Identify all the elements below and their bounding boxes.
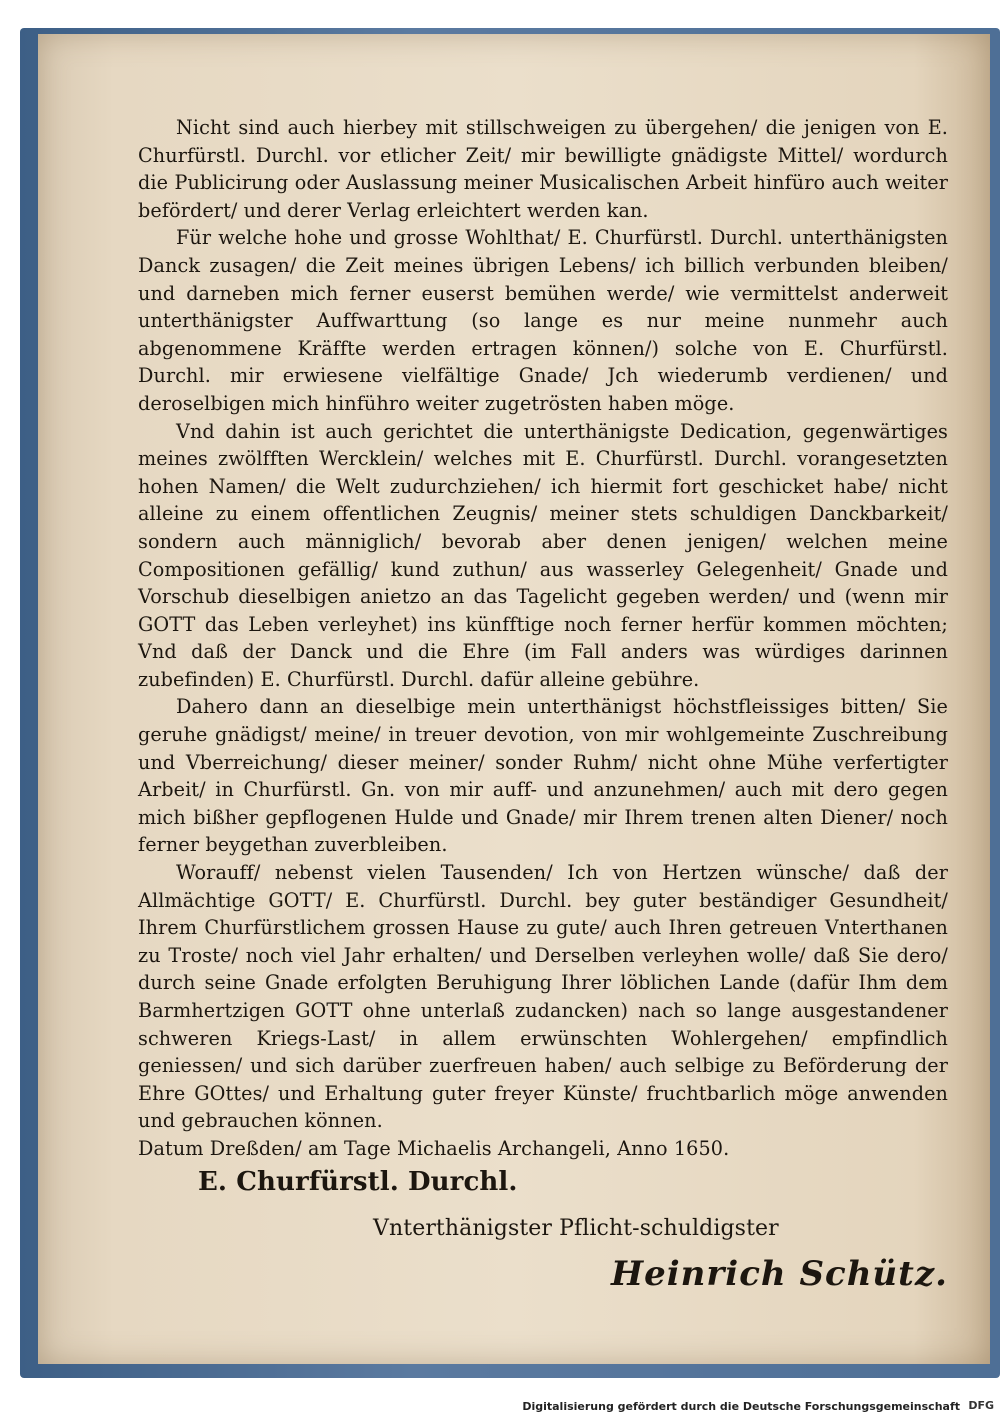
page-leaf — [38, 34, 990, 1364]
date-line: Datum Dreßden/ am Tage Michaelis Archangeli, Anno 1650. — [138, 1136, 730, 1160]
paragraph-1: Nicht sind auch hierbey mit stillschweigen zu übergehen/ die jenigen von E. Churfürstl. Durchl. vor etlicher Zeit/ mir bewilligte gnädigste Mittel/ wordurch die Publicirung oder Auslassung meiner Musicalischen Arbeit hinfüro auch weiter befördert/ und derer Verlag erleichtert werden kan. — [138, 116, 948, 222]
paragraph-3: Vnd dahin ist auch gerichtet die unterthänigste Dedication, gegenwärtiges meines zwölfften Wercklein/ welches mit E. Churfürstl. Durchl. vorangesetzten hohen Namen/ die Welt zudurchziehen/ ich hiermit fort geschicket habe/ nicht alleine zu einem offentlichen Zeugnis/ meiner stets schuldigen Danckbarkeit/ sondern auch männiglich/ bevorab aber denen jenigen/ welchen meine Compositionen gefällig/ kund zuthun/ aus wasserley Gelegenheit/ Gnade und Vorschub dieselbigen anietzo an das Tagelicht gegeben werden/ und (wenn mir GOTT das Leben verleyhet) ins künfftige noch ferner herfür kommen möchten; Vnd daß der Danck und die Ehre (im Fall anders was würdiges darinnen zubefinden) E. Churfürstl. Durchl. dafür alleine gebühre. — [138, 419, 948, 691]
paragraph-5: Worauff/ nebenst vielen Tausenden/ Ich von Hertzen wünsche/ daß der Allmächtige GOTT/ E. Churfürstl. Durchl. bey guter beständiger Gesundheit/ Ihrem Churfürstlichem grossen Hause zu gute/ auch Ihren getreuen Vnterthanen zu Troste/ noch viel Jahr erhalten/ und Derselben verleyhen wolle/ daß Sie dero/ durch seine Gnade erfolgten Beruhigung Ihrer löblichen Lande (dafür Ihm dem Barmhertzigen GOTT ohne unterlaß zudancken) nach so lange ausgestandener schweren Kriegs-Last/ in allem erwünschten Wohlergehen/ empfindlich geniessen/ und sich darüber zuerfreuen haben/ auch selbige zu Beförderung der Ehre GOttes/ und Erhaltung guter freyer Künste/ fruchtbarlich möge anwenden und gebrauchen können. — [138, 861, 948, 1133]
subscription-line: Vnterthänigster Pflicht-schuldigster — [373, 1215, 779, 1241]
salutation: E. Churfürstl. Durchl. — [198, 1166, 518, 1197]
paragraph-4: Dahero dann an dieselbige mein unterthänigst höchstfleissiges bitten/ Sie geruhe gnädigst/ meine/ in treuer devotion, von mir wohlgemeinte Zuschreibung und Vberreichung/ dieser meiner/ sonder Ruhm/ nicht ohne Mühe verfertigter Arbeit/ in Churfürstl. Gn. von mir auff- und anzunehmen/ auch mit dero gegen mich bißher gepflogenen Hulde und Gnade/ mir Ihrem trenen alten Diener/ noch ferner beygethan zuverbleiben. — [138, 695, 948, 857]
footer-bar — [0, 1396, 1000, 1421]
signoff-block — [138, 1166, 948, 1319]
signature: Heinrich Schütz. — [610, 1253, 948, 1294]
body-text — [138, 114, 948, 1319]
dfg-logo: DFG — [968, 1399, 994, 1412]
funding-credit: Digitalisierung gefördert durch die Deutsche Forschungsgemeinschaft — [522, 1400, 960, 1413]
paragraph-2: Für welche hohe und grosse Wohlthat/ E. Churfürstl. Durchl. unterthänigsten Danck zusagen/ die Zeit meines übrigen Lebens/ ich billich verbunden bleiben/ und darneben mich ferner euserst bemühen werde/ wie vermittelst anderweit unterthänigster Auffwarttung (so lange es nur meine nunmehr auch abgenommene Kräffte werden ertragen können/) solche von E. Churfürstl. Durchl. mir erwiesene vielfältige Gnade/ Jch wiederumb verdienen/ und deroselbigen mich hinführo weiter zugetrösten haben möge. — [138, 226, 948, 415]
